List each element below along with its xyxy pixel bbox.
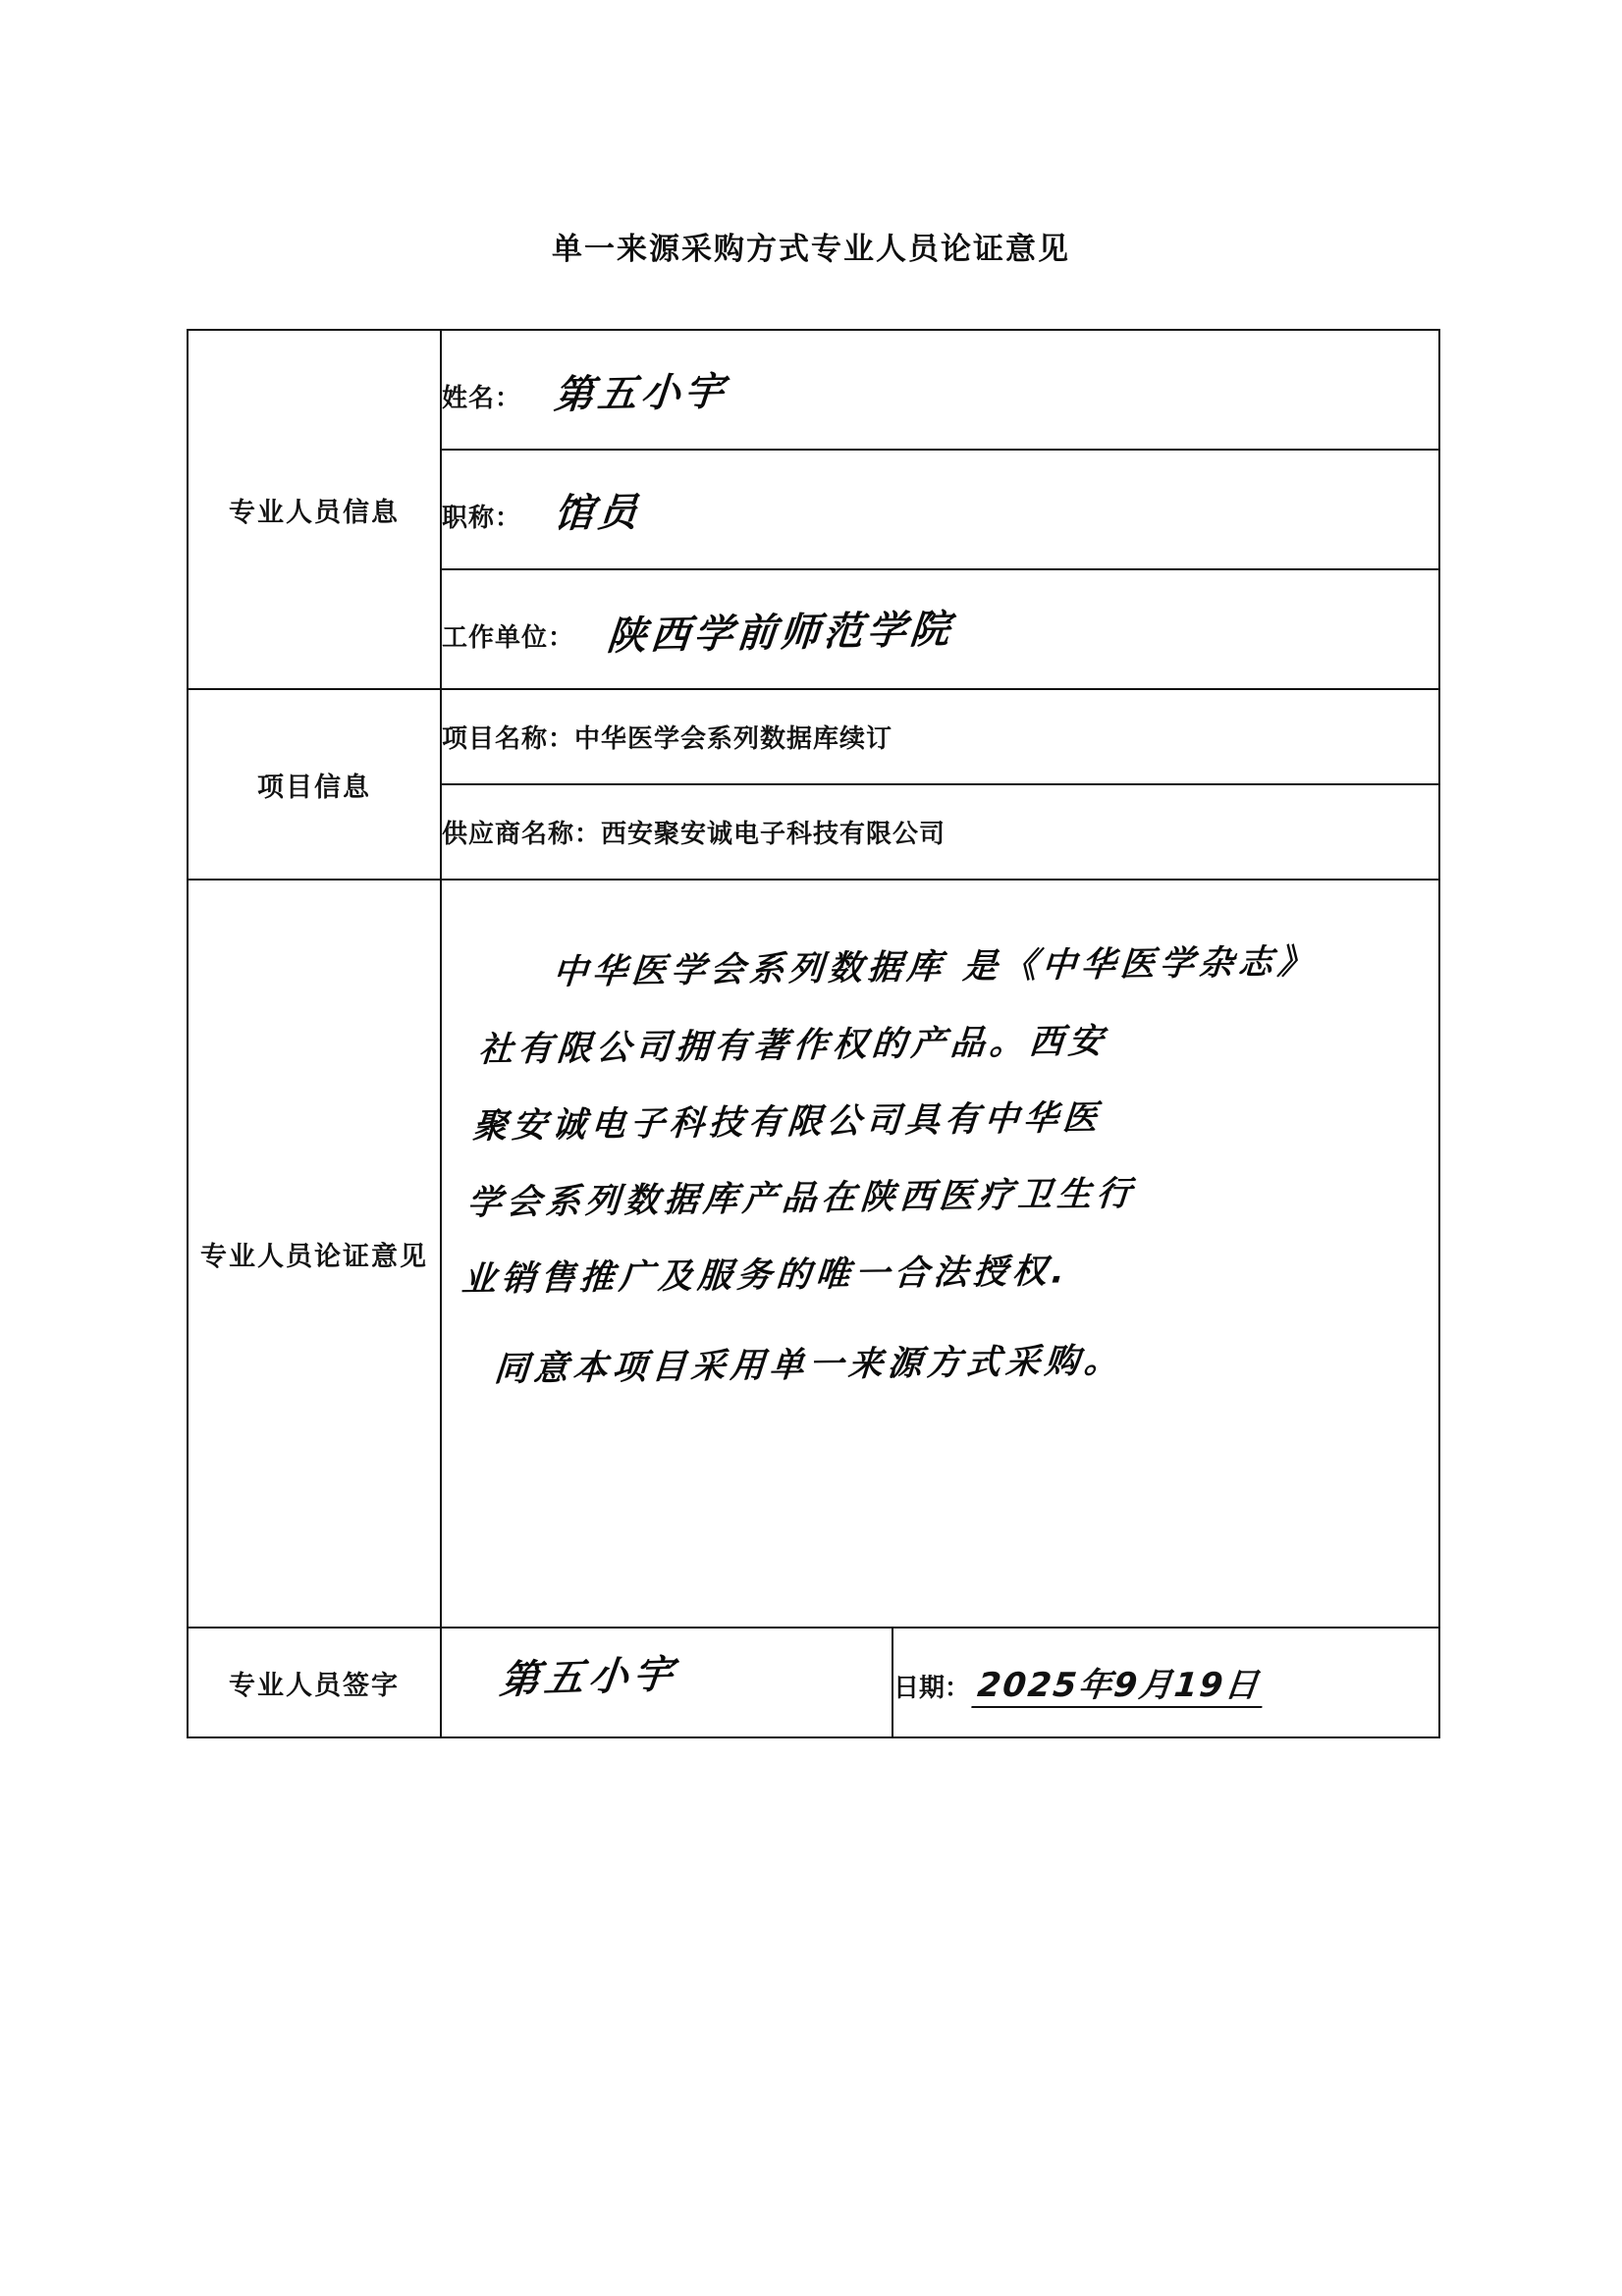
supplier-name-value: 西安聚安诚电子科技有限公司: [601, 819, 946, 848]
date-value: 2025年9月19日: [971, 1658, 1267, 1708]
opinion-handwriting: [453, 923, 1417, 1409]
project-info-label: 项目信息: [188, 689, 441, 880]
job-title-value: 馆员: [552, 489, 643, 537]
job-title-field: [441, 450, 1439, 569]
opinion-line-3: 聚安诚电子科技有限公司具有中华医: [471, 1098, 1104, 1147]
work-unit-label: 工作单位：: [442, 621, 575, 652]
work-unit-value: 陕西学前师范学院: [605, 606, 956, 660]
table-row: [188, 689, 1439, 784]
opinion-content-cell: [441, 880, 1439, 1628]
opinion-line-5: 业销售推广及服务的唯一合法授权.: [460, 1252, 1071, 1300]
page-title: 单一来源采购方式专业人员论证意见: [552, 232, 1070, 266]
name-label: 姓名：: [442, 382, 522, 412]
opinion-line-6: 同意本项目采用单一来源方式采购。: [493, 1341, 1125, 1390]
form-table-wrapper: [187, 329, 1438, 1738]
signature-cell: [441, 1628, 892, 1737]
personnel-info-label: 专业人员信息: [188, 330, 441, 689]
work-unit-field: [441, 569, 1439, 689]
date-label: 日期：: [893, 1672, 971, 1702]
form-table: [187, 329, 1440, 1738]
table-row: [188, 330, 1439, 450]
project-name-label: 项目名称：: [442, 723, 575, 753]
name-value: 第五小宇: [552, 368, 730, 418]
name-field: [441, 330, 1439, 450]
signature-value: 第五小宇: [497, 1651, 680, 1704]
project-name-field: [441, 689, 1439, 784]
table-row: [188, 1628, 1439, 1737]
supplier-name-label: 供应商名称：: [442, 819, 602, 848]
opinion-label: 专业人员论证意见: [188, 880, 441, 1628]
project-name-value: 中华医学会系列数据库续订: [574, 723, 893, 753]
opinion-line-2: 社有限公司拥有著作权的产品。西安: [476, 1022, 1109, 1070]
job-title-label: 职称：: [442, 502, 522, 532]
date-cell: [892, 1628, 1439, 1737]
table-row: [188, 880, 1439, 1628]
opinion-line-1: 中华医学会系列数据库 是《中华医学杂志》: [551, 942, 1319, 993]
signature-label: 专业人员签字: [188, 1628, 441, 1737]
supplier-name-field: [441, 784, 1439, 880]
opinion-line-4: 学会系列数据库产品在陕西医疗卫生行: [465, 1174, 1138, 1223]
